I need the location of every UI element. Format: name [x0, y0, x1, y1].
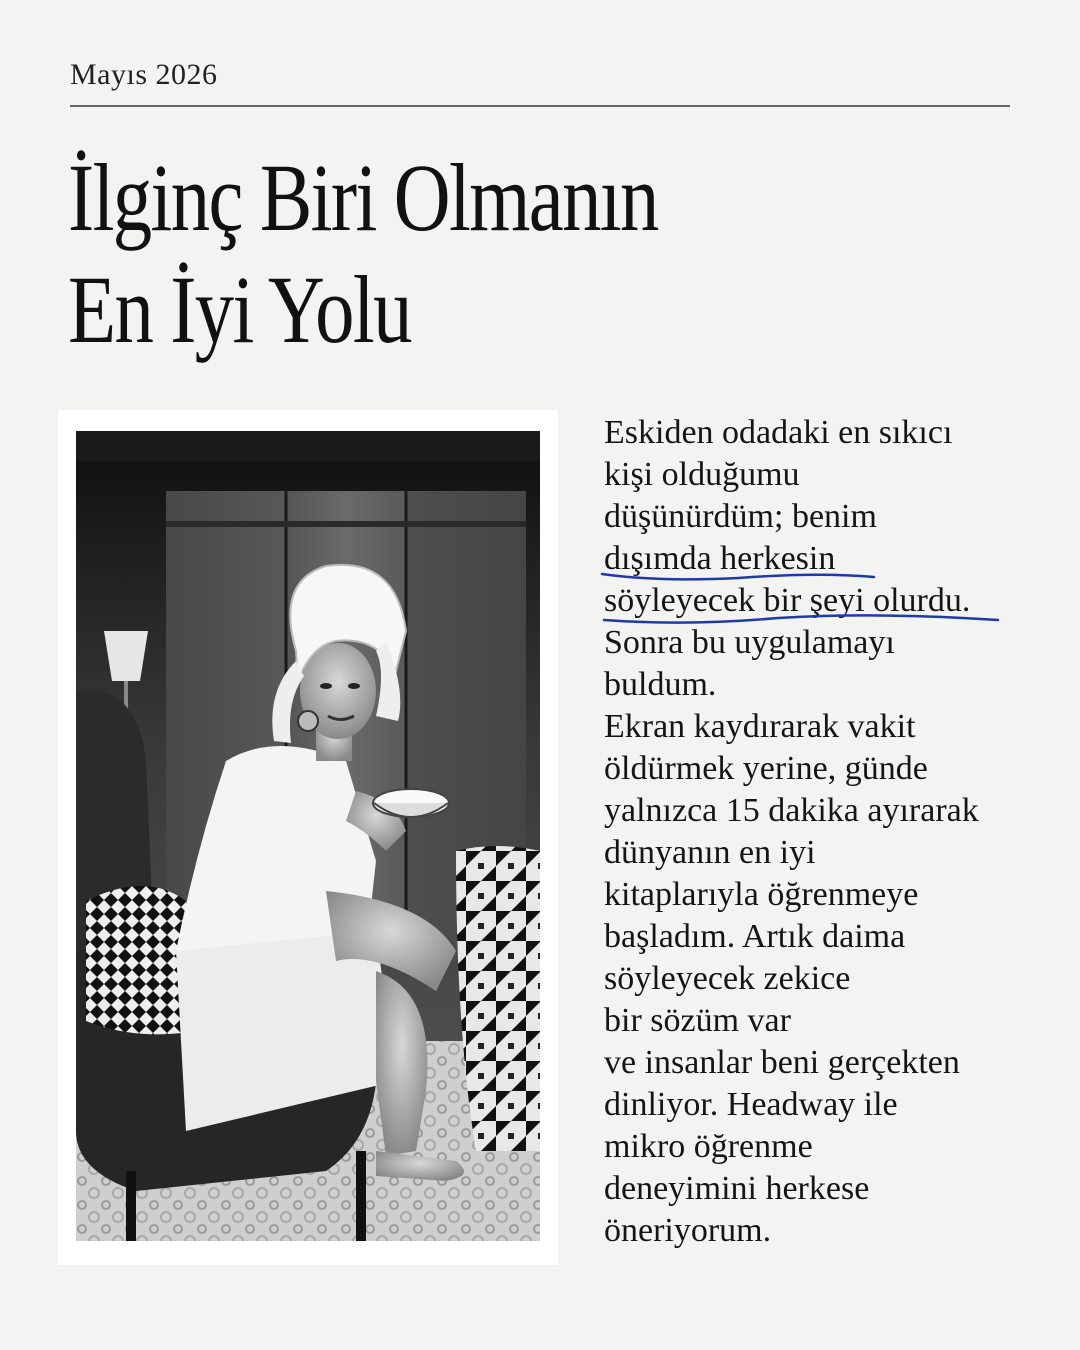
- testimonial-line: deneyimini herkese: [604, 1170, 870, 1207]
- testimonial-line: Eskiden odadaki en sıkıcı: [604, 414, 953, 451]
- header-divider: [70, 105, 1010, 107]
- testimonial-line: öneriyorum.: [604, 1212, 772, 1249]
- testimonial-line: Ekran kaydırarak vakit: [604, 708, 916, 745]
- testimonial-line: öldürmek yerine, günde: [604, 750, 928, 787]
- testimonial-line-underlined: söyleyecek bir şeyi olurdu.: [604, 582, 971, 619]
- testimonial-line: Sonra bu uygulamayı: [604, 624, 895, 661]
- testimonial-line: dünyanın en iyi: [604, 834, 816, 871]
- photo-illustration: [76, 431, 540, 1241]
- testimonial-line: düşünürdüm; benim: [604, 498, 877, 535]
- woman-in-towel-photo: [76, 431, 540, 1241]
- headline: [68, 142, 806, 366]
- photo-frame: [58, 410, 558, 1265]
- headline-line-2: En İyi Yolu: [68, 256, 411, 363]
- testimonial-line: buldum.: [604, 666, 717, 703]
- testimonial-line: ve insanlar beni gerçekten: [604, 1044, 960, 1081]
- testimonial-line: mikro öğrenme: [604, 1128, 813, 1165]
- testimonial-line: bir sözüm var: [604, 1002, 791, 1039]
- testimonial-text: [604, 412, 1054, 1252]
- testimonial-line: kişi olduğumu: [604, 456, 800, 493]
- headline-line-1: İlginç Biri Olmanın: [68, 144, 658, 251]
- testimonial-line: dinliyor. Headway ile: [604, 1086, 898, 1123]
- testimonial-line: kitaplarıyla öğrenmeye: [604, 876, 919, 913]
- testimonial-line: yalnızca 15 dakika ayırarak: [604, 792, 979, 829]
- issue-date: Mayıs 2026: [70, 58, 218, 91]
- testimonial-line: söyleyecek zekice: [604, 960, 851, 997]
- testimonial-line: başladım. Artık daima: [604, 918, 906, 955]
- testimonial-line-underlined: dışımda herkesin: [604, 540, 836, 577]
